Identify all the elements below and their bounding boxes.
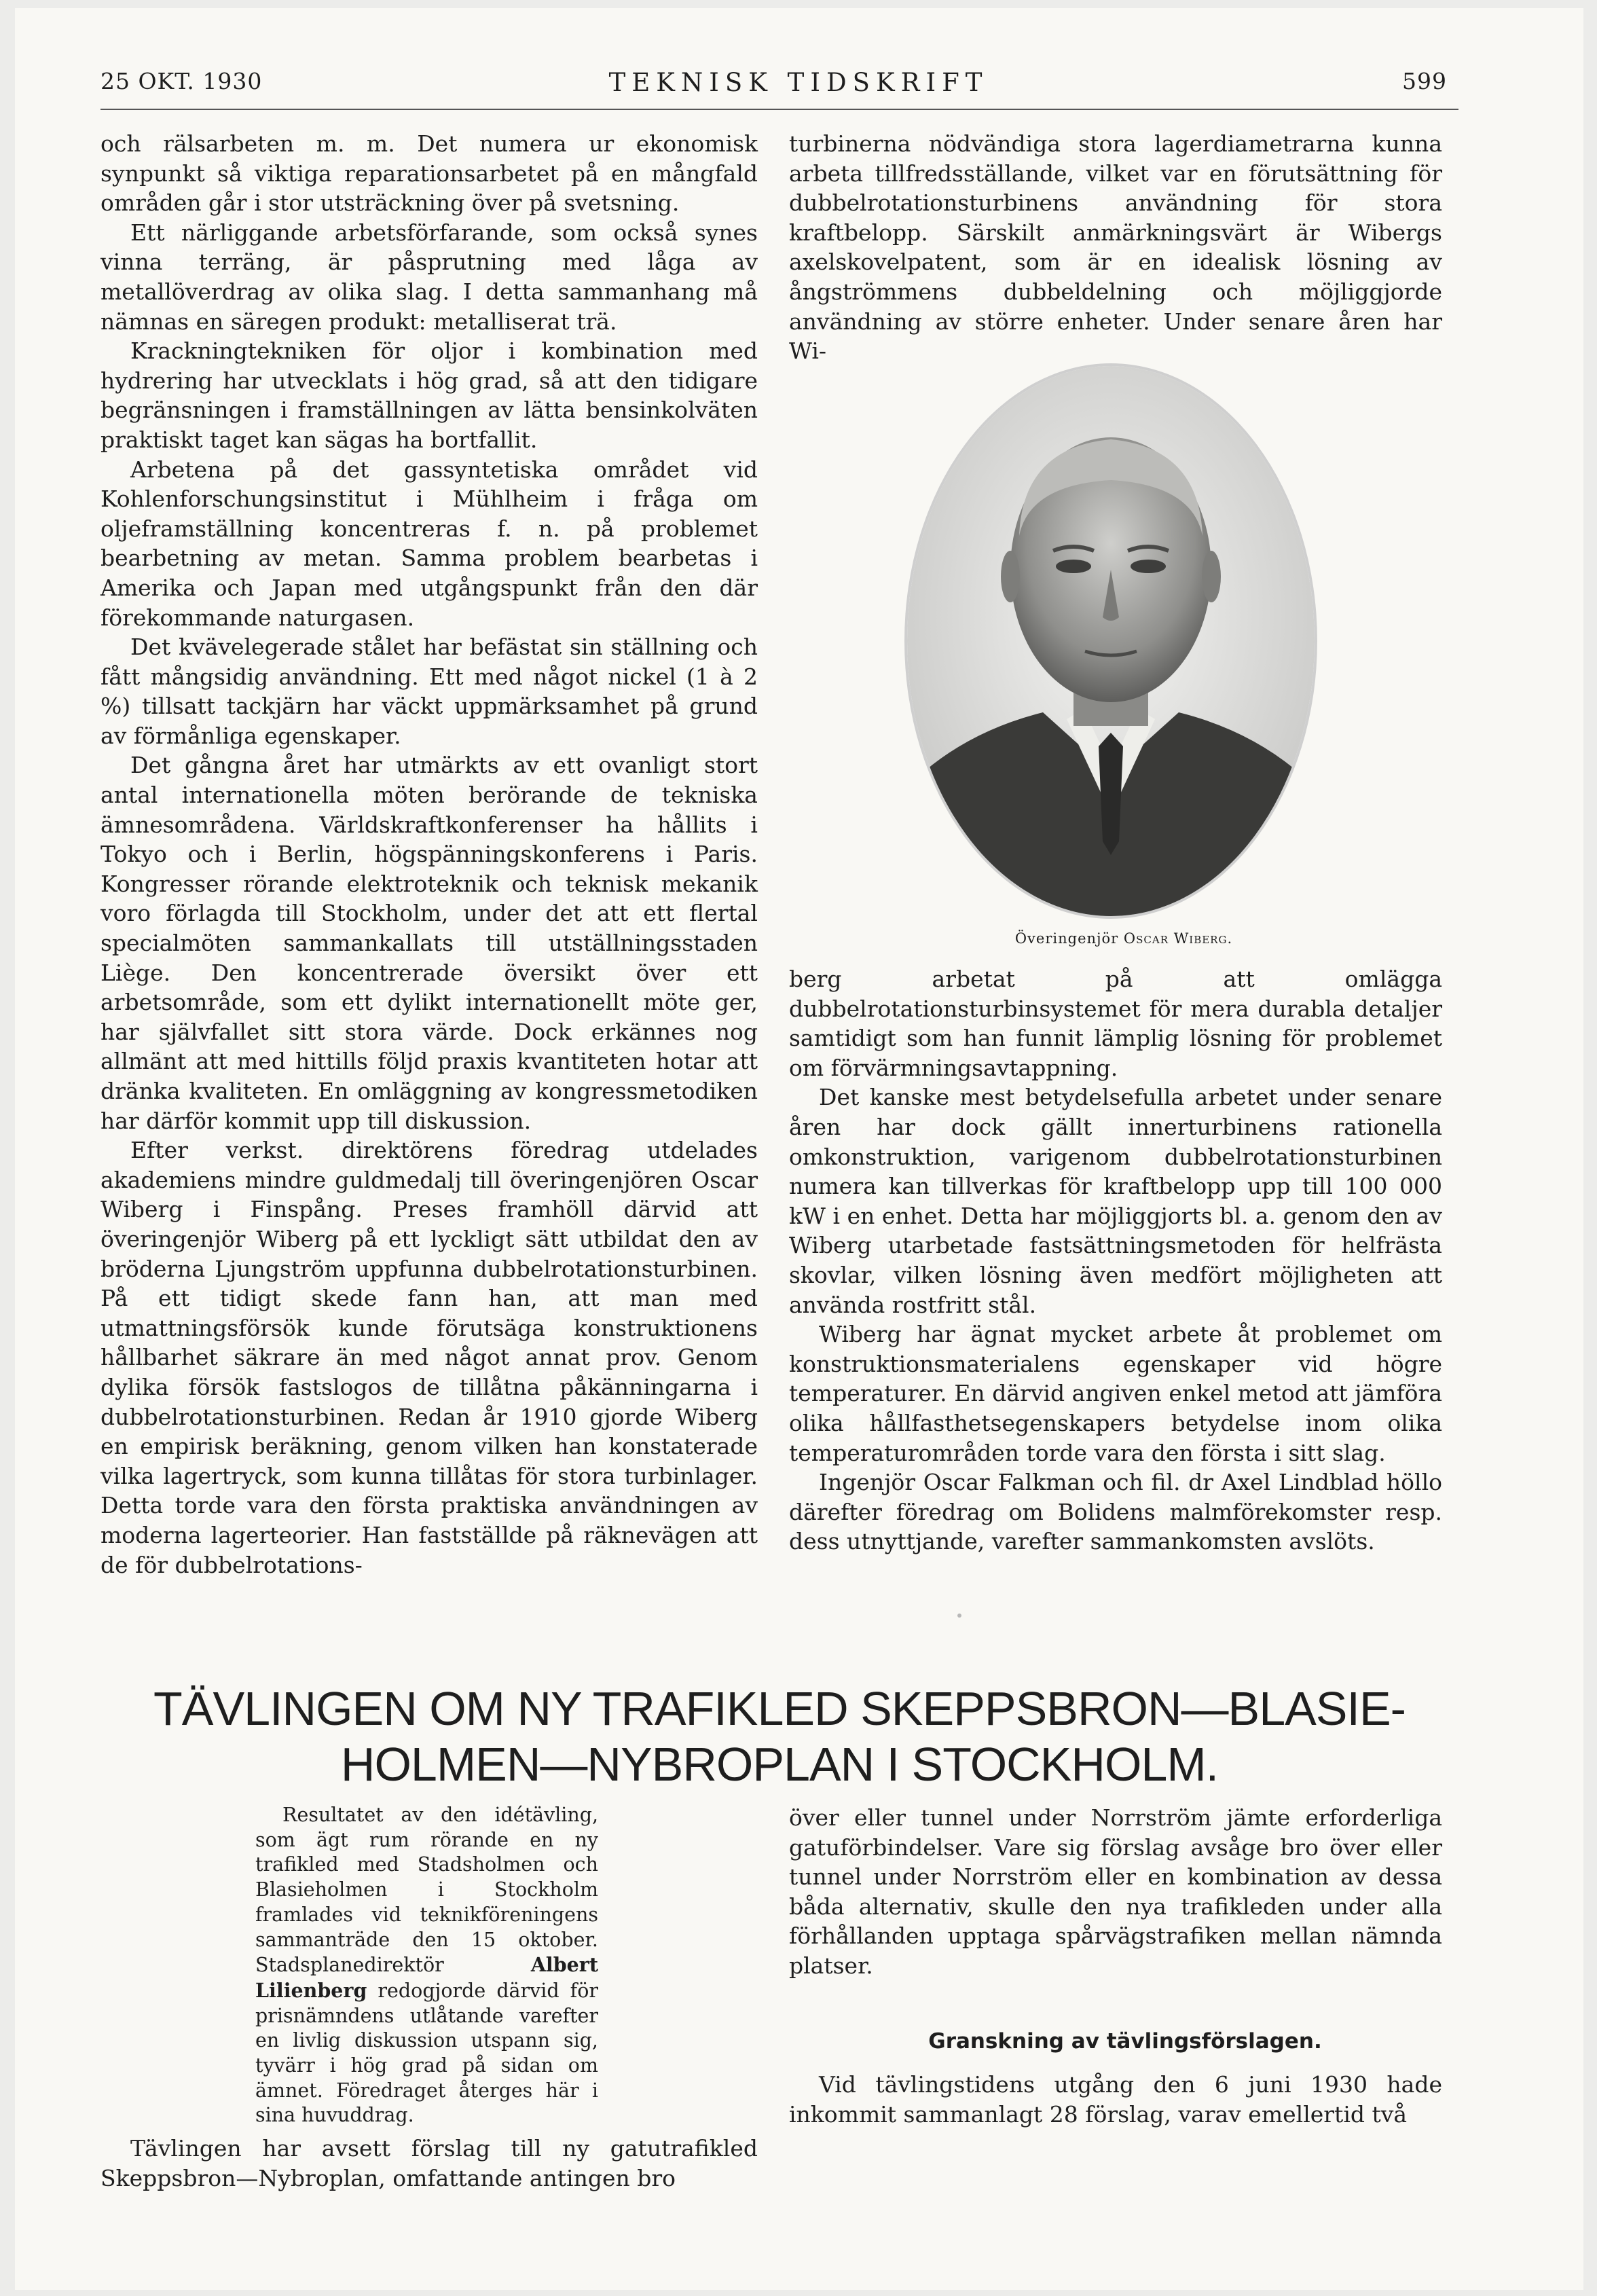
speck (957, 1614, 961, 1618)
intro-text-b: redogjorde därvid för prisnämndens utlåtande varefter en livlig diskussion utspann sig, tyvärr i hög grad på sidan om ämnet. Föredraget återges här i sina huvuddrag. (255, 1979, 598, 2127)
paragraph: Arbetena på det gassyntetiska området vid Kohlenforschungsinstitut i Mühlheim i fråga om oljeframställning koncentreras f. n. på problemet bearbetning av metan. Samma problem bearbetas i Amerika och Japan med utgångspunkt från den där förekommande naturgasen. (100, 456, 758, 631)
header-rule (100, 109, 1458, 110)
article-headline-line1: TÄVLINGEN OM NY TRAFIKLED SKEPPSBRON—BLASIE- (153, 1682, 1406, 1735)
article-intro (255, 1803, 598, 2128)
caption-prefix: Överingenjör (1014, 930, 1119, 947)
paragraph: Det kanske mest betydelsefulla arbetet under senare åren har dock gällt innerturbinens rationella omkonstruktion, varigenom dubbelrotationsturbinen numera kan tillverkas för kraftbelopp upp till 100 000 kW i en enhet. Detta har möjliggjorts bl. a. genom den av Wiberg utarbetade fastsättningsmetoden för helfrästa skovlar, vilken lösning även medfört möjligheten att använda rostfritt stål. (789, 1084, 1442, 1318)
column-right-top (789, 129, 1442, 366)
intro-name: Albert Lilienberg (255, 1953, 598, 2002)
portrait-photo (904, 363, 1317, 919)
portrait-image (907, 366, 1315, 916)
paragraph: Wiberg har ägnat mycket arbete åt problemet om konstruktionsmaterialens egenskaper vid högre temperaturer. En därvid angiven enkel metod att jämföra olika hållfasthetsegenskapers betydelse inom olika temperaturområden torde vara den första i sitt slag. (789, 1321, 1442, 1466)
article-headline-line2: HOLMEN—NYBROPLAN I STOCKHOLM. (340, 1738, 1219, 1791)
portrait-caption (940, 930, 1307, 947)
article-column-left (100, 1803, 758, 2193)
paragraph: Det gångna året har utmärkts av ett ovanligt stort antal internationella möten berörande de tekniska ämnesområdena. Världskraftkonferenser ha hållits i Tokyo och i Berlin, högspänningskonferens i Paris. Kongresser rörande elektroteknik och teknisk mekanik voro förlagda till Stockholm, under det att ett flertal specialmöten sammankallats till utställningsstaden Liège. Den koncentrerade översikt över ett arbetsområde, som ett dylikt internationellt möte ger, har självfallet sitt stora värde. Dock erkännes nog allmänt att med hittills följd praxis kvantiteten hotar att dränka kvaliteten. En omläggning av kongressmetodiken har därför kommit upp till diskussion. (100, 752, 758, 1134)
paragraph: Tävlingen har avsett förslag till ny gatutrafikled Skeppsbron—Nybroplan, omfattande antingen bro (100, 2135, 758, 2191)
paragraph: över eller tunnel under Norrström jämte erforderliga gatuförbindelser. Vare sig förslag avsåge bro över eller tunnel under Norrström eller en kombination av dessa båda alternativ, skulle den nya trafikleden under alla förhållanden upptaga spårvägstrafiken mellan nämnda platser. (789, 1804, 1442, 1979)
column-right-bottom (789, 964, 1442, 1556)
paragraph: berg arbetat på att omlägga dubbelrotationsturbinsystemet för mera durabla detaljer samtidigt som han funnit lämplig lösning för problemet om förvärmningsavtappning. (789, 966, 1442, 1081)
paragraph: Ingenjör Oscar Falkman och fil. dr Axel Lindblad höllo därefter föredrag om Bolidens malmförekomster resp. dess utnyttjande, varefter sammankomsten avslöts. (789, 1469, 1442, 1555)
paragraph: och rälsarbeten m. m. Det numera ur ekonomisk synpunkt så viktiga reparationsarbetet på en mångfald områden går i stor utsträckning över på svetsning. (100, 130, 758, 217)
paragraph: Vid tävlingstidens utgång den 6 juni 1930 hade inkommit sammanlagt 28 förslag, varav emellertid två (789, 2071, 1442, 2128)
paragraph: turbinerna nödvändiga stora lagerdiametrarna kunna arbeta tillfredsställande, vilket var en förutsättning för dubbelrotationsturbinens användning för stora kraftbelopp. Särskilt anmärkningsvärt är Wibergs axelskovelpatent, som är en idealisk lösning av ångströmmens dubbeldelning och möjliggjorde användning av större enheter. Under senare åren har Wi- (789, 130, 1442, 365)
header-date: 25 OKT. 1930 (100, 68, 263, 94)
article-column-right-2 (789, 2070, 1442, 2129)
intro-text-a: Resultatet av den idétävling, som ägt rum rörande en ny trafikled med Stadsholmen och Blasieholmen i Stockholm framlades vid teknikföreningens sammanträde den 15 oktober. Stadsplanedirektör (255, 1804, 598, 1977)
caption-name: Oscar Wiberg. (1123, 930, 1233, 947)
article-subheading: Granskning av tävlingsförslagen. (928, 2029, 1322, 2054)
header-journal: TEKNISK TIDSKRIFT (608, 68, 989, 97)
paragraph: Efter verkst. direktörens föredrag utdelades akademiens mindre guldmedalj till överingenjören Oscar Wiberg i Finspång. Preses framhöll därvid att överingenjör Wiberg på ett lyckligt sätt utbildat den av bröderna Ljungström uppfunna dubbelrotationsturbinen. På ett tidigt skede fann han, att man med utmattningsförsök kunde förutsäga konstruktionens hållbarhet säkrare än med något annat prov. Genom dylika försök fastslogos de tillåtna påkänningarna i dubbelrotationsturbinen. Redan år 1910 gjorde Wiberg en empirisk beräkning, genom vilken han konstaterade vilka lagertryck, som kunna tillåtas för stora turbinlager. Detta torde vara den första praktiska användningen av moderna lagerteorier. Han fastställde på räknevägen att de för dubbelrotations- (100, 1137, 758, 1578)
article-column-right (789, 1803, 1442, 1981)
header-page-number: 599 (1402, 68, 1447, 94)
paragraph: Ett närliggande arbetsförfarande, som också synes vinna terräng, är påsprutning med låga av metallöverdrag av olika slag. I detta sammanhang må nämnas en säregen produkt: metalliserat trä. (100, 219, 758, 335)
column-left (100, 129, 758, 1580)
paragraph: Det kvävelegerade stålet har befästat sin ställning och fått mångsidig användning. Ett med något nickel (1 à 2 %) tillsatt tackjärn har väckt uppmärksamhet på grund av förmånliga egenskaper. (100, 634, 758, 749)
paragraph: Krackningtekniken för oljor i kombination med hydrering har utvecklats i hög grad, så att den tidigare begränsningen i framställningen av lätta bensinkolväten praktiskt taget kan sägas ha bortfallit. (100, 338, 758, 453)
